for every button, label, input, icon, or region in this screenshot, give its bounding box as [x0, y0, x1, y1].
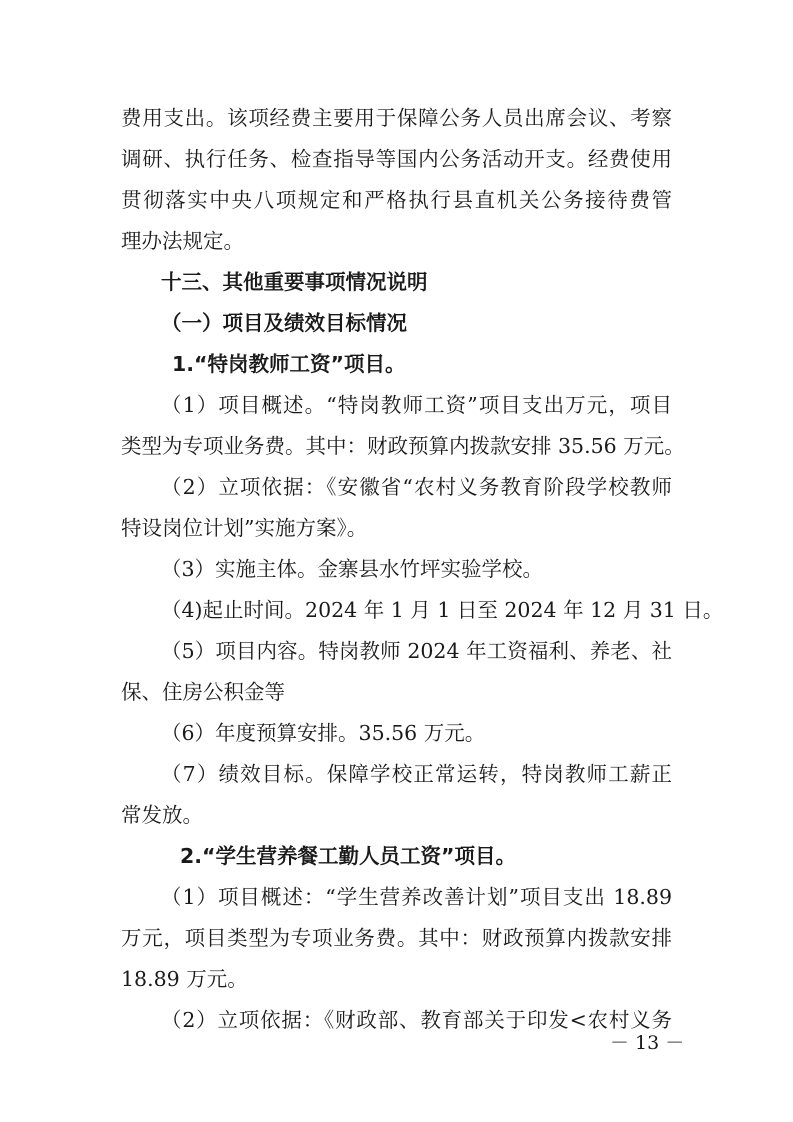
text-line: 调研、执行任务、检查指导等国内公务活动开支。经费使用	[121, 147, 672, 171]
text-line: 理办法规定。	[121, 229, 244, 253]
paragraph-line	[0, 549, 793, 589]
paragraph-line	[0, 385, 793, 425]
text-line: （1）项目概述。“特岗教师工资”项目支出万元，项目	[161, 393, 672, 417]
paragraph-line	[0, 877, 793, 917]
text-line: 类型为专项业务费。其中：财政预算内拨款安排 35.56 万元。	[121, 434, 685, 458]
text-line: （7）绩效目标。保障学校正常运转，特岗教师工薪正	[161, 762, 672, 786]
text-line: 贯彻落实中央八项规定和严格执行县直机关公务接待费管	[121, 188, 672, 212]
item-title: 1.“特岗教师工资”项目。	[172, 352, 406, 376]
text-line: （5）项目内容。特岗教师 2024 年工资福利、养老、社	[161, 639, 672, 663]
paragraph-line	[0, 959, 793, 999]
text-line: （4)起止时间。2024 年 1 月 1 日至 2024 年 12 月 31 日。	[161, 598, 724, 622]
paragraph-line	[0, 918, 793, 958]
text-line: （1）项目概述：“学生营养改善计划”项目支出 18.89	[161, 885, 672, 909]
paragraph-line	[0, 631, 793, 671]
text-line: 常发放。	[121, 803, 203, 827]
paragraph-line	[0, 98, 793, 138]
paragraph-line	[0, 713, 793, 753]
paragraph-line	[0, 795, 793, 835]
subsection-heading	[0, 303, 793, 343]
text-line: 费用支出。该项经费主要用于保障公务人员出席会议、考察	[121, 106, 672, 130]
paragraph-line	[0, 221, 793, 261]
paragraph-line	[0, 508, 793, 548]
section-title: 十三、其他重要事项情况说明	[161, 270, 428, 294]
paragraph-line	[0, 672, 793, 712]
text-line: （3）实施主体。金寨县水竹坪实验学校。	[161, 557, 544, 581]
subsection-title: （一）项目及绩效目标情况	[161, 311, 407, 335]
item-heading	[0, 344, 793, 384]
text-line: （2）立项依据：《财政部、教育部关于印发<农村义务	[161, 1008, 672, 1032]
paragraph-line	[0, 180, 793, 220]
text-line: 18.89 万元。	[121, 967, 248, 991]
paragraph-line	[0, 139, 793, 179]
item-title: 2.“学生营养餐工勤人员工资”项目。	[180, 844, 516, 868]
page-number-text: － 13 －	[610, 1032, 685, 1054]
section-heading	[0, 262, 793, 302]
text-line: 特设岗位计划”实施方案》。	[121, 516, 368, 540]
text-line: （6）年度预算安排。35.56 万元。	[161, 721, 486, 745]
paragraph-line	[0, 590, 793, 630]
text-line: （2）立项依据：《安徽省“农村义务教育阶段学校教师	[161, 475, 672, 499]
text-line: 保、住房公积金等	[121, 680, 285, 704]
page-number	[0, 1028, 793, 1058]
paragraph-line	[0, 467, 793, 507]
paragraph-line	[0, 426, 793, 466]
text-line: 万元，项目类型为专项业务费。其中：财政预算内拨款安排	[121, 926, 672, 950]
item-heading	[0, 836, 793, 876]
paragraph-line	[0, 754, 793, 794]
